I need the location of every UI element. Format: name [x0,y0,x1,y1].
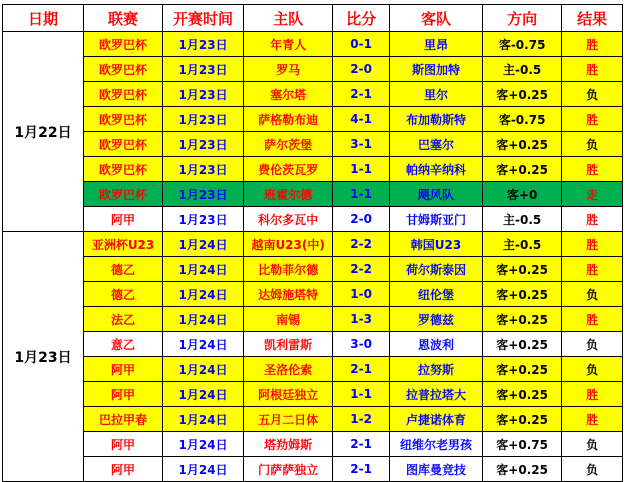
row-score: 1-3 [333,307,390,332]
row-score: 2-0 [333,207,390,232]
row-score: 1-1 [333,382,390,407]
row-home: 凯利雷斯 [244,332,333,357]
row-away: 拉努斯 [389,357,482,382]
row-time: 1月23日 [163,182,244,207]
row-time: 1月24日 [163,332,244,357]
row-league: 巴拉甲春 [84,407,163,432]
row-away: 韩国U23 [389,232,482,257]
row-time: 1月24日 [163,257,244,282]
row-result: 负 [562,332,623,357]
table-row [3,282,623,307]
row-time: 1月23日 [163,207,244,232]
row-home: 越南U23(中) [244,232,333,257]
row-result: 负 [562,432,623,457]
row-result: 胜 [562,307,623,332]
table-row [3,257,623,282]
row-score: 0-1 [333,32,390,57]
row-league: 意乙 [84,332,163,357]
row-time: 1月23日 [163,82,244,107]
row-away: 甘姆斯亚门 [389,207,482,232]
results-table [2,4,623,482]
row-league: 欧罗巴杯 [84,57,163,82]
row-away: 帕纳辛纳科 [389,157,482,182]
row-league: 欧罗巴杯 [84,182,163,207]
header-direction: 方向 [483,5,562,32]
row-time: 1月23日 [163,157,244,182]
row-result: 胜 [562,207,623,232]
row-time: 1月24日 [163,282,244,307]
row-league: 阿甲 [84,432,163,457]
row-score: 2-1 [333,457,390,482]
table-row [3,382,623,407]
table-row [3,232,623,257]
row-result: 负 [562,82,623,107]
row-home: 塞尔塔 [244,82,333,107]
header-time: 开赛时间 [163,5,244,32]
row-direction: 主-0.5 [483,57,562,82]
row-home: 阿根廷独立 [244,382,333,407]
row-league: 欧罗巴杯 [84,157,163,182]
row-league: 阿甲 [84,207,163,232]
row-league: 欧罗巴杯 [84,82,163,107]
table-body [3,32,623,482]
row-result: 胜 [562,157,623,182]
row-direction: 客+0.25 [483,157,562,182]
row-league: 欧罗巴杯 [84,32,163,57]
row-home: 年青人 [244,32,333,57]
row-direction: 客+0.25 [483,407,562,432]
table-row [3,107,623,132]
row-away: 纽维尔老男孩 [389,432,482,457]
row-score: 1-1 [333,182,390,207]
row-direction: 客-0.75 [483,107,562,132]
row-away: 布加勒斯特 [389,107,482,132]
row-direction: 客+0.25 [483,357,562,382]
row-time: 1月23日 [163,132,244,157]
table-row [3,157,623,182]
header-score: 比分 [333,5,390,32]
table-row [3,57,623,82]
row-score: 1-0 [333,282,390,307]
row-home: 科尔多瓦中 [244,207,333,232]
row-league: 德乙 [84,257,163,282]
table-row [3,182,623,207]
row-score: 1-1 [333,157,390,182]
row-home: 五月二日体 [244,407,333,432]
row-score: 2-1 [333,82,390,107]
header-date: 日期 [3,5,84,32]
row-time: 1月23日 [163,107,244,132]
row-direction: 客+0.25 [483,132,562,157]
header-league: 联赛 [84,5,163,32]
row-score: 2-1 [333,432,390,457]
row-home: 费伦茨瓦罗 [244,157,333,182]
row-away: 纽伦堡 [389,282,482,307]
row-result: 负 [562,357,623,382]
row-league: 阿甲 [84,382,163,407]
row-score: 2-0 [333,57,390,82]
row-time: 1月24日 [163,307,244,332]
row-away: 斯图加特 [389,57,482,82]
row-home: 门萨萨独立 [244,457,333,482]
row-time: 1月24日 [163,432,244,457]
row-away: 飓风队 [389,182,482,207]
table-row [3,207,623,232]
row-away: 罗德兹 [389,307,482,332]
row-time: 1月23日 [163,57,244,82]
table-row [3,357,623,382]
row-league: 阿甲 [84,357,163,382]
row-time: 1月24日 [163,357,244,382]
row-score: 2-1 [333,357,390,382]
row-time: 1月24日 [163,457,244,482]
row-away: 恩波利 [389,332,482,357]
row-direction: 客+0.25 [483,282,562,307]
row-home: 比勒菲尔德 [244,257,333,282]
table-row [3,132,623,157]
row-direction: 客+0.25 [483,332,562,357]
table-row [3,307,623,332]
table-row [3,432,623,457]
row-score: 2-2 [333,257,390,282]
table-row [3,407,623,432]
row-score: 3-1 [333,132,390,157]
row-result: 走 [562,182,623,207]
row-time: 1月24日 [163,407,244,432]
row-league: 阿甲 [84,457,163,482]
row-date: 1月22日 [3,32,84,232]
header-away: 客队 [389,5,482,32]
row-score: 2-2 [333,232,390,257]
row-direction: 主-0.5 [483,207,562,232]
row-result: 胜 [562,107,623,132]
row-away: 图库曼竞技 [389,457,482,482]
row-time: 1月23日 [163,32,244,57]
row-home: 塔劷姆斯 [244,432,333,457]
row-away: 里尔 [389,82,482,107]
row-direction: 客-0.75 [483,32,562,57]
row-league: 欧罗巴杯 [84,107,163,132]
row-direction: 客+0.25 [483,457,562,482]
row-direction: 客+0 [483,182,562,207]
row-date: 1月23日 [3,232,84,482]
table-row [3,82,623,107]
header-home: 主队 [244,5,333,32]
row-result: 胜 [562,32,623,57]
row-direction: 客+0.25 [483,307,562,332]
row-direction: 主-0.5 [483,232,562,257]
row-direction: 客+0.75 [483,432,562,457]
row-away: 里昂 [389,32,482,57]
table-row [3,457,623,482]
row-away: 卢捷诺体育 [389,407,482,432]
row-league: 德乙 [84,282,163,307]
row-result: 负 [562,282,623,307]
row-away: 拉普拉塔大 [389,382,482,407]
row-result: 负 [562,132,623,157]
row-league: 欧罗巴杯 [84,132,163,157]
row-time: 1月24日 [163,382,244,407]
row-direction: 客+0.25 [483,82,562,107]
row-home: 圣洛伦索 [244,357,333,382]
row-score: 3-0 [333,332,390,357]
row-result: 负 [562,457,623,482]
table-row [3,332,623,357]
row-score: 1-2 [333,407,390,432]
header-result: 结果 [562,5,623,32]
row-home: 萨格勒布迪 [244,107,333,132]
row-league: 亚洲杯U23 [84,232,163,257]
row-home: 班霍尔德 [244,182,333,207]
row-result: 胜 [562,382,623,407]
table-header-row [3,5,623,32]
row-home: 达姆施塔特 [244,282,333,307]
row-home: 萨尔茨堡 [244,132,333,157]
row-score: 4-1 [333,107,390,132]
row-direction: 客+0.25 [483,382,562,407]
row-away: 荷尔斯泰因 [389,257,482,282]
row-result: 胜 [562,407,623,432]
row-result: 胜 [562,57,623,82]
table-row [3,32,623,57]
row-home: 南锡 [244,307,333,332]
row-league: 法乙 [84,307,163,332]
row-result: 胜 [562,257,623,282]
row-result: 胜 [562,232,623,257]
row-away: 巴塞尔 [389,132,482,157]
row-direction: 客+0.25 [483,257,562,282]
row-time: 1月24日 [163,232,244,257]
row-home: 罗马 [244,57,333,82]
